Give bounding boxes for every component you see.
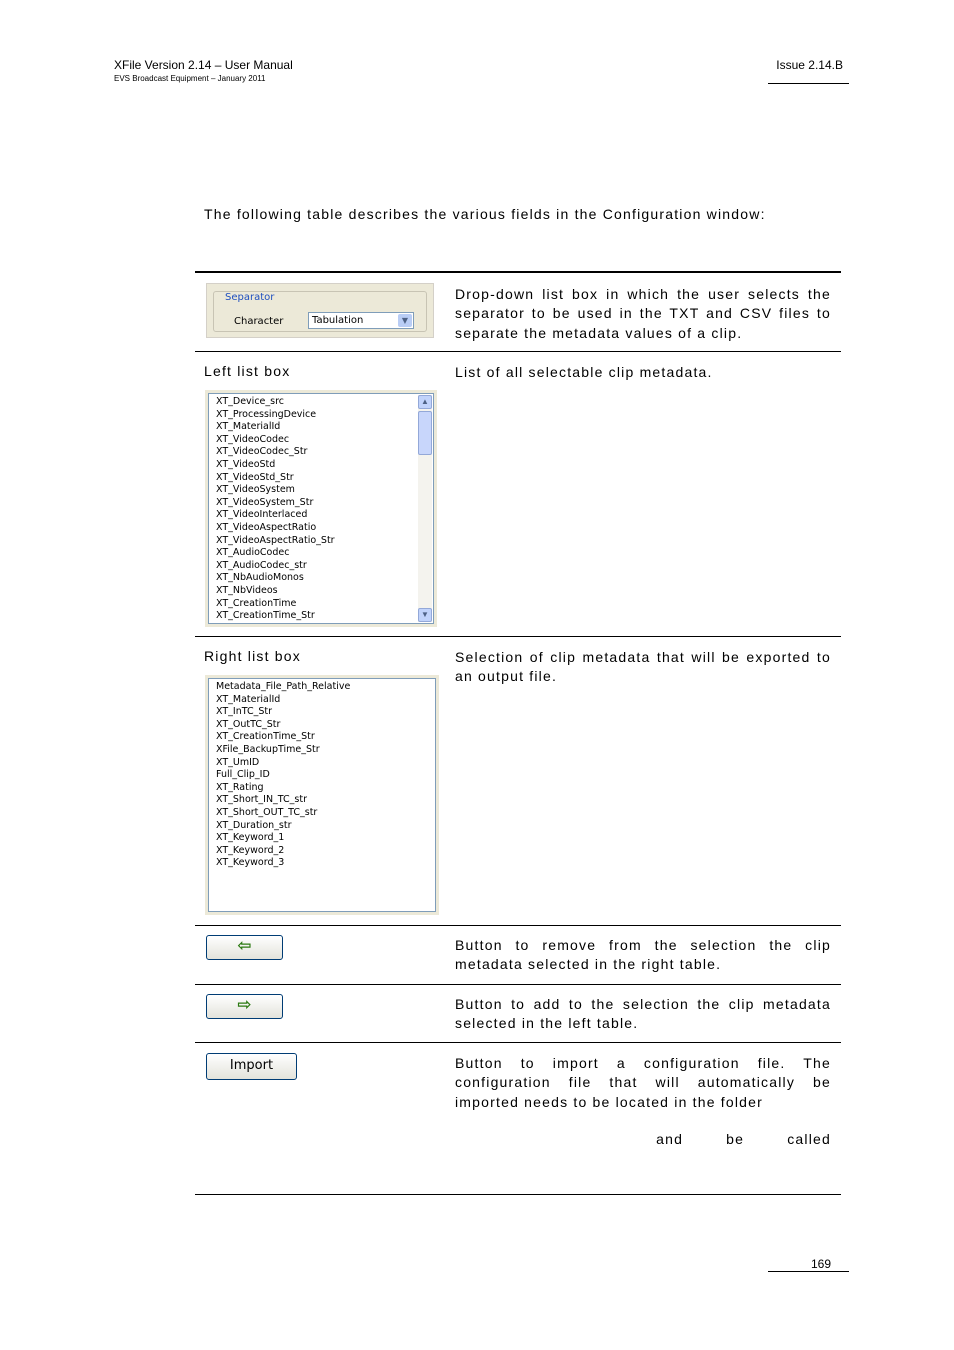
- import-description: Button to import a configuration file. The configuration file that will automatically be imported needs to be located in the folder: [455, 1055, 831, 1110]
- row-divider: [195, 925, 841, 926]
- scroll-up-icon[interactable]: ▲: [418, 395, 432, 409]
- import-button[interactable]: [206, 1053, 297, 1080]
- list-item[interactable]: XT_Keyword_3: [216, 857, 285, 869]
- list-item[interactable]: XT_CreationTime_Str: [216, 731, 315, 743]
- list-item[interactable]: XT_CreationTime: [216, 597, 297, 609]
- add-button[interactable]: [206, 994, 283, 1019]
- list-item[interactable]: XT_AudioCodec_str: [216, 559, 307, 571]
- separator-group-screenshot: [206, 283, 434, 338]
- left-list-description: List of all selectable clip metadata.: [455, 364, 713, 380]
- list-item[interactable]: XT_VideoCodec: [216, 433, 290, 445]
- separator-dropdown-value: Tabulation: [312, 315, 364, 326]
- remove-button[interactable]: [206, 935, 283, 960]
- list-item[interactable]: XT_MaterialId: [216, 421, 281, 433]
- footer-rule: [768, 1271, 849, 1272]
- list-item[interactable]: XT_VideoSystem_Str: [216, 496, 314, 508]
- list-item[interactable]: XT_VideoAspectRatio_Str: [216, 534, 335, 546]
- row-divider: [195, 984, 841, 985]
- scroll-thumb[interactable]: [418, 411, 432, 455]
- manual-title: XFile Version 2.14 – User Manual: [114, 58, 293, 72]
- separator-legend: Separator: [225, 292, 275, 303]
- list-item[interactable]: XT_Keyword_2: [216, 844, 285, 856]
- list-item[interactable]: XT_Short_OUT_TC_str: [216, 806, 318, 818]
- list-item[interactable]: XT_VideoAspectRatio: [216, 521, 317, 533]
- list-item[interactable]: XT_Keyword_1: [216, 832, 285, 844]
- chevron-down-icon[interactable]: ▼: [398, 314, 412, 327]
- right-list-description: Selection of clip metadata that will be exported to an output file.: [455, 649, 831, 685]
- list-item[interactable]: Metadata_File_Path_Relative: [216, 681, 351, 692]
- separator-description: Drop-down list box in which the user selects the separator to be used in the TXT and CSV files to separate the metadata values of a clip.: [455, 286, 831, 341]
- list-item[interactable]: Full_Clip_ID: [216, 769, 270, 781]
- list-item[interactable]: XT_MaterialId: [216, 693, 281, 705]
- left-list-scrollbar[interactable]: [418, 395, 432, 622]
- list-item[interactable]: XT_NbVideos: [216, 584, 278, 596]
- arrow-left-icon: ⇦: [237, 936, 252, 955]
- character-label: Character: [234, 316, 284, 327]
- table-bottom-rule: [195, 1194, 841, 1195]
- list-item[interactable]: XT_Short_IN_TC_str: [216, 794, 308, 806]
- list-item[interactable]: XT_VideoSystem: [216, 484, 295, 496]
- left-list-items: [209, 394, 433, 623]
- right-list-label: Right list box: [204, 648, 301, 664]
- list-item[interactable]: XT_AudioCodec: [216, 547, 290, 559]
- table-top-rule: [195, 271, 841, 273]
- page-number: 169: [810, 1257, 831, 1271]
- list-item[interactable]: XT_CreationTime_Str: [216, 610, 315, 622]
- add-description: Button to add to the selection the clip metadata selected in the left table.: [455, 996, 831, 1032]
- left-list-screenshot: [205, 390, 437, 627]
- list-item[interactable]: XT_OutTC_Str: [216, 718, 281, 730]
- intro-paragraph: The following table describes the various fields in the Configuration window:: [204, 206, 766, 222]
- row-divider: [195, 636, 841, 637]
- right-list-box[interactable]: [208, 678, 436, 912]
- list-item[interactable]: XFile_BackupTime_Str: [216, 743, 320, 755]
- header-rule: [768, 83, 849, 84]
- right-list-items: [209, 679, 435, 870]
- list-item[interactable]: XT_NbAudioMonos: [216, 572, 304, 584]
- list-item[interactable]: XT_VideoInterlaced: [216, 509, 308, 521]
- separator-frame: [213, 291, 427, 332]
- left-list-box[interactable]: [208, 393, 434, 624]
- list-item[interactable]: XT_Duration_str: [216, 819, 292, 831]
- manual-subtitle: EVS Broadcast Equipment – January 2011: [114, 74, 266, 83]
- scroll-down-icon[interactable]: ▼: [418, 608, 432, 622]
- issue-number: Issue 2.14.B: [776, 58, 843, 72]
- row-divider: [195, 1042, 841, 1043]
- list-item[interactable]: XT_ProcessingDevice: [216, 408, 317, 420]
- list-item[interactable]: XT_UmID: [216, 756, 260, 768]
- list-item[interactable]: XT_Rating: [216, 781, 264, 793]
- separator-dropdown[interactable]: [308, 312, 414, 329]
- arrow-right-icon: ⇨: [237, 995, 252, 1014]
- right-list-screenshot: [205, 675, 439, 915]
- left-list-label: Left list box: [204, 363, 291, 379]
- list-item[interactable]: XT_VideoStd: [216, 458, 276, 470]
- row-divider: [195, 351, 841, 352]
- import-description-continued: and be called: [656, 1131, 831, 1147]
- list-item[interactable]: XT_VideoCodec_Str: [216, 446, 308, 458]
- list-item[interactable]: XT_Device_src: [216, 396, 285, 407]
- list-item[interactable]: XT_VideoStd_Str: [216, 471, 294, 483]
- import-button-label: Import: [229, 1058, 274, 1073]
- list-item[interactable]: XT_InTC_Str: [216, 706, 273, 718]
- remove-description: Button to remove from the selection the clip metadata selected in the right table.: [455, 937, 831, 973]
